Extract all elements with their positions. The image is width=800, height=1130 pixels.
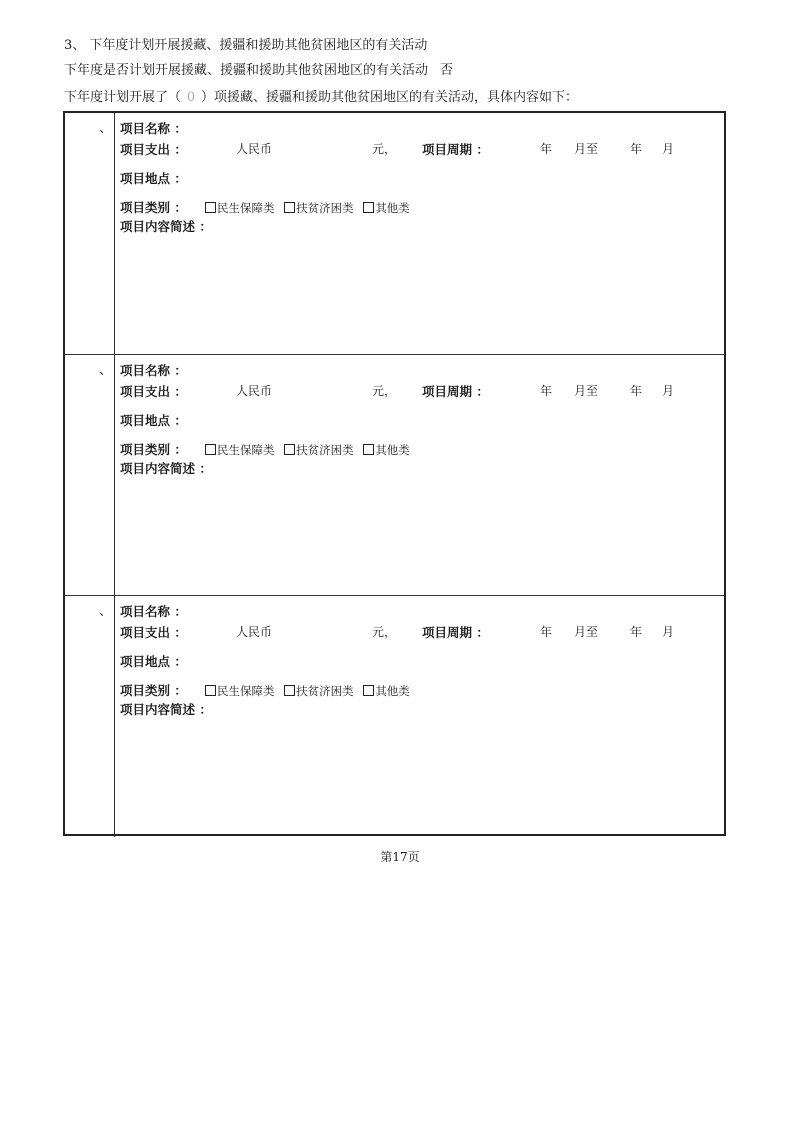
- plan-count-line: [64, 86, 578, 105]
- project-cycle-label: 项目周期 ：: [422, 142, 489, 157]
- project-description-field: [120, 700, 212, 718]
- category-options: [205, 200, 416, 216]
- category-option-label: 民生保障类: [217, 443, 275, 457]
- index-column: [65, 113, 115, 354]
- project-location-field: [120, 652, 187, 670]
- currency-label: 人民币: [236, 625, 273, 639]
- checkbox-icon[interactable]: [284, 444, 295, 455]
- category-option-label: 扶贫济困类: [296, 201, 354, 215]
- checkbox-icon[interactable]: [284, 685, 295, 696]
- category-options: [205, 683, 416, 699]
- category-option[interactable]: [363, 443, 410, 457]
- category-option[interactable]: [205, 201, 275, 215]
- checkbox-icon[interactable]: [363, 685, 374, 696]
- project-category-field: [120, 681, 416, 699]
- project-block: [65, 113, 724, 354]
- project-description-label: 项目内容简述 ：: [120, 702, 212, 717]
- checkbox-icon[interactable]: [284, 202, 295, 213]
- project-category-field: [120, 198, 416, 216]
- project-category-label: 项目类别 ：: [120, 442, 187, 457]
- category-option-label: 其他类: [375, 684, 410, 698]
- category-option-label: 扶贫济困类: [296, 684, 354, 698]
- category-option[interactable]: [284, 201, 354, 215]
- end-year-label: 年: [630, 625, 643, 639]
- end-month-label: 月: [662, 142, 675, 156]
- project-name-label: 项目名称 ：: [120, 604, 187, 619]
- project-expense-label: 项目支出 ：: [120, 384, 187, 399]
- project-description-label: 项目内容简述 ：: [120, 461, 212, 476]
- start-year-label: 年: [540, 142, 553, 156]
- yuan-label: 元，: [372, 142, 397, 156]
- end-month-label: 月: [662, 384, 675, 398]
- category-option[interactable]: [363, 684, 410, 698]
- project-name-label: 项目名称 ：: [120, 121, 187, 136]
- category-option[interactable]: [284, 443, 354, 457]
- end-month-label: 月: [662, 625, 675, 639]
- category-option[interactable]: [205, 443, 275, 457]
- start-month-to-label: 月至: [574, 142, 599, 156]
- project-description-field: [120, 217, 212, 235]
- category-option-label: 其他类: [375, 201, 410, 215]
- checkbox-icon[interactable]: [205, 444, 216, 455]
- plan-question-text: 下年度是否计划开展援藏、援疆和援助其他贫困地区的有关活动: [64, 63, 429, 78]
- project-name-field: [120, 119, 187, 137]
- checkbox-icon[interactable]: [363, 202, 374, 213]
- category-option[interactable]: [284, 684, 354, 698]
- category-option[interactable]: [363, 201, 410, 215]
- project-location-label: 项目地点 ：: [120, 654, 187, 669]
- project-expense-label: 项目支出 ：: [120, 625, 187, 640]
- plan-count-suffix: ）项援藏、援疆和援助其他贫困地区的有关活动，具体内容如下：: [201, 90, 579, 105]
- currency-label: 人民币: [236, 384, 273, 398]
- project-category-label: 项目类别 ：: [120, 683, 187, 698]
- category-option-label: 民生保障类: [217, 684, 275, 698]
- category-option-label: 扶贫济困类: [296, 443, 354, 457]
- plan-count-prefix: 下年度计划开展了（: [64, 90, 182, 105]
- project-name-field: [120, 361, 187, 379]
- checkbox-icon[interactable]: [205, 685, 216, 696]
- plan-question: [64, 59, 453, 78]
- plan-count-value: 0: [186, 90, 196, 105]
- project-name-field: [120, 602, 187, 620]
- start-year-label: 年: [540, 625, 553, 639]
- section-heading: 3、 下年度计划开展援藏、援疆和援助其他贫困地区的有关活动: [64, 38, 428, 53]
- start-year-label: 年: [540, 384, 553, 398]
- project-form-table: [63, 111, 726, 836]
- start-month-to-label: 月至: [574, 384, 599, 398]
- category-options: [205, 442, 416, 458]
- project-description-label: 项目内容简述 ：: [120, 219, 212, 234]
- index-mark: 、: [99, 363, 113, 378]
- category-option[interactable]: [205, 684, 275, 698]
- yuan-label: 元，: [372, 384, 397, 398]
- project-category-field: [120, 440, 416, 458]
- project-expense-field: [120, 382, 720, 400]
- plan-answer: 否: [440, 63, 454, 78]
- project-expense-field: [120, 623, 720, 641]
- index-mark: 、: [99, 121, 113, 136]
- checkbox-icon[interactable]: [363, 444, 374, 455]
- project-description-field: [120, 459, 212, 477]
- currency-label: 人民币: [236, 142, 273, 156]
- index-column: [65, 596, 115, 837]
- category-option-label: 民生保障类: [217, 201, 275, 215]
- index-column: [65, 355, 115, 596]
- project-location-field: [120, 411, 187, 429]
- project-location-label: 项目地点 ：: [120, 413, 187, 428]
- project-block: [65, 595, 724, 837]
- project-cycle-label: 项目周期 ：: [422, 625, 489, 640]
- page-number: 第17页: [380, 850, 420, 864]
- project-name-label: 项目名称 ：: [120, 363, 187, 378]
- checkbox-icon[interactable]: [205, 202, 216, 213]
- index-mark: 、: [99, 604, 113, 619]
- project-category-label: 项目类别 ：: [120, 200, 187, 215]
- end-year-label: 年: [630, 384, 643, 398]
- project-expense-label: 项目支出 ：: [120, 142, 187, 157]
- end-year-label: 年: [630, 142, 643, 156]
- project-expense-field: [120, 140, 720, 158]
- project-block: [65, 354, 724, 596]
- project-cycle-label: 项目周期 ：: [422, 384, 489, 399]
- project-location-label: 项目地点 ：: [120, 171, 187, 186]
- category-option-label: 其他类: [375, 443, 410, 457]
- start-month-to-label: 月至: [574, 625, 599, 639]
- project-location-field: [120, 169, 187, 187]
- yuan-label: 元，: [372, 625, 397, 639]
